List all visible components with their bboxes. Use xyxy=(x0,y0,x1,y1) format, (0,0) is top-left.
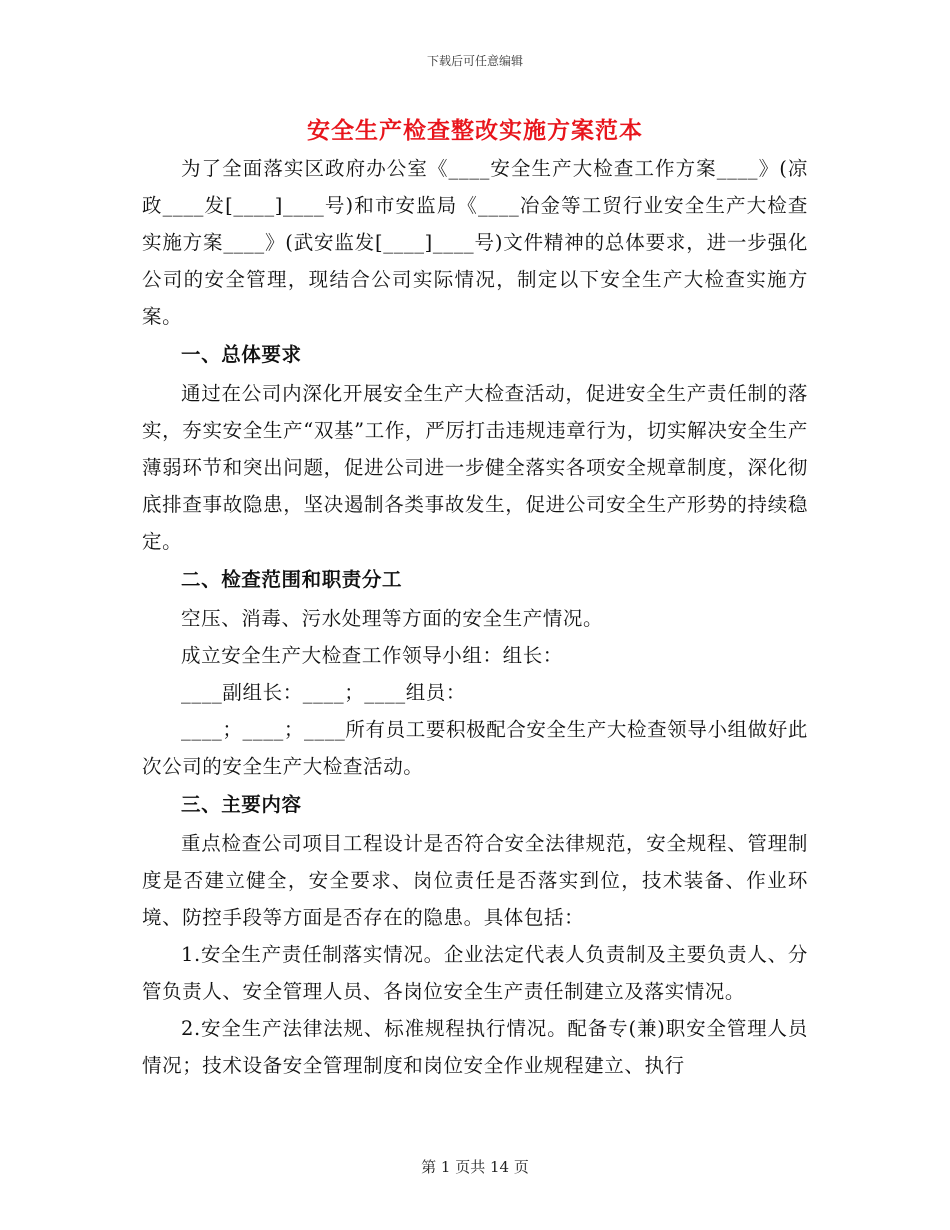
intro-paragraph: 为了全面落实区政府办公室《____安全生产大检查工作方案____》(凉政____发[____]____号)和市安监局《____冶金等工贸行业安全生产大检查实施方案____》(武安监发[____]____号)文件精神的总体要求，进一步强化公司的安全管理，现结合公司实际情况，制定以下安全生产大检查实施方案。 xyxy=(142,157,808,328)
members-paragraph: ____；____；____所有员工要积极配合安全生产大检查领导小组做好此次公司的安全生产大检查活动。 xyxy=(142,718,808,778)
document-body xyxy=(142,150,808,1084)
document-title: 安全生产检查整改实施方案范本 xyxy=(307,117,643,144)
item-2-paragraph: 2.安全生产法律法规、标准规程执行情况。配备专(兼)职安全管理人员情况；技术设备安全管理制度和岗位安全作业规程建立、执行 xyxy=(142,1017,808,1077)
page-header: 下载后可任意编辑 xyxy=(426,54,523,68)
section-heading-main-content: 三、主要内容 xyxy=(181,793,302,816)
general-requirements-paragraph: 通过在公司内深化开展安全生产大检查活动，促进安全生产责任制的落实，夯实安全生产“双基”工作，严厉打击违规违章行为，切实解决安全生产薄弱环节和突出问题，促进公司进一步健全落实各项安全规章制度，深化彻底排查事故隐患，坚决遏制各类事故发生，促进公司安全生产形势的持续稳定。 xyxy=(142,382,808,553)
page-footer: 第 1 页共 14 页 xyxy=(421,1158,529,1176)
section-heading-scope: 二、检查范围和职责分工 xyxy=(181,568,403,591)
deputy-leader-paragraph: ____副组长：____；____组员： xyxy=(181,681,466,704)
main-content-paragraph: 重点检查公司项目工程设计是否符合安全法律规范，安全规程、管理制度是否建立健全，安全要求、岗位责任是否落实到位，技术装备、作业环境、防控手段等方面是否存在的隐患。具体包括： xyxy=(142,832,808,929)
section-heading-general-requirements: 一、总体要求 xyxy=(181,343,302,366)
scope-paragraph: 空压、消毒、污水处理等方面的安全生产情况。 xyxy=(181,607,604,630)
item-1-paragraph: 1.安全生产责任制落实情况。企业法定代表人负责制及主要负责人、分管负责人、安全管理人员、各岗位安全生产责任制建立及落实情况。 xyxy=(142,943,808,1003)
leadership-group-paragraph: 成立安全生产大检查工作领导小组：组长： xyxy=(181,644,563,667)
